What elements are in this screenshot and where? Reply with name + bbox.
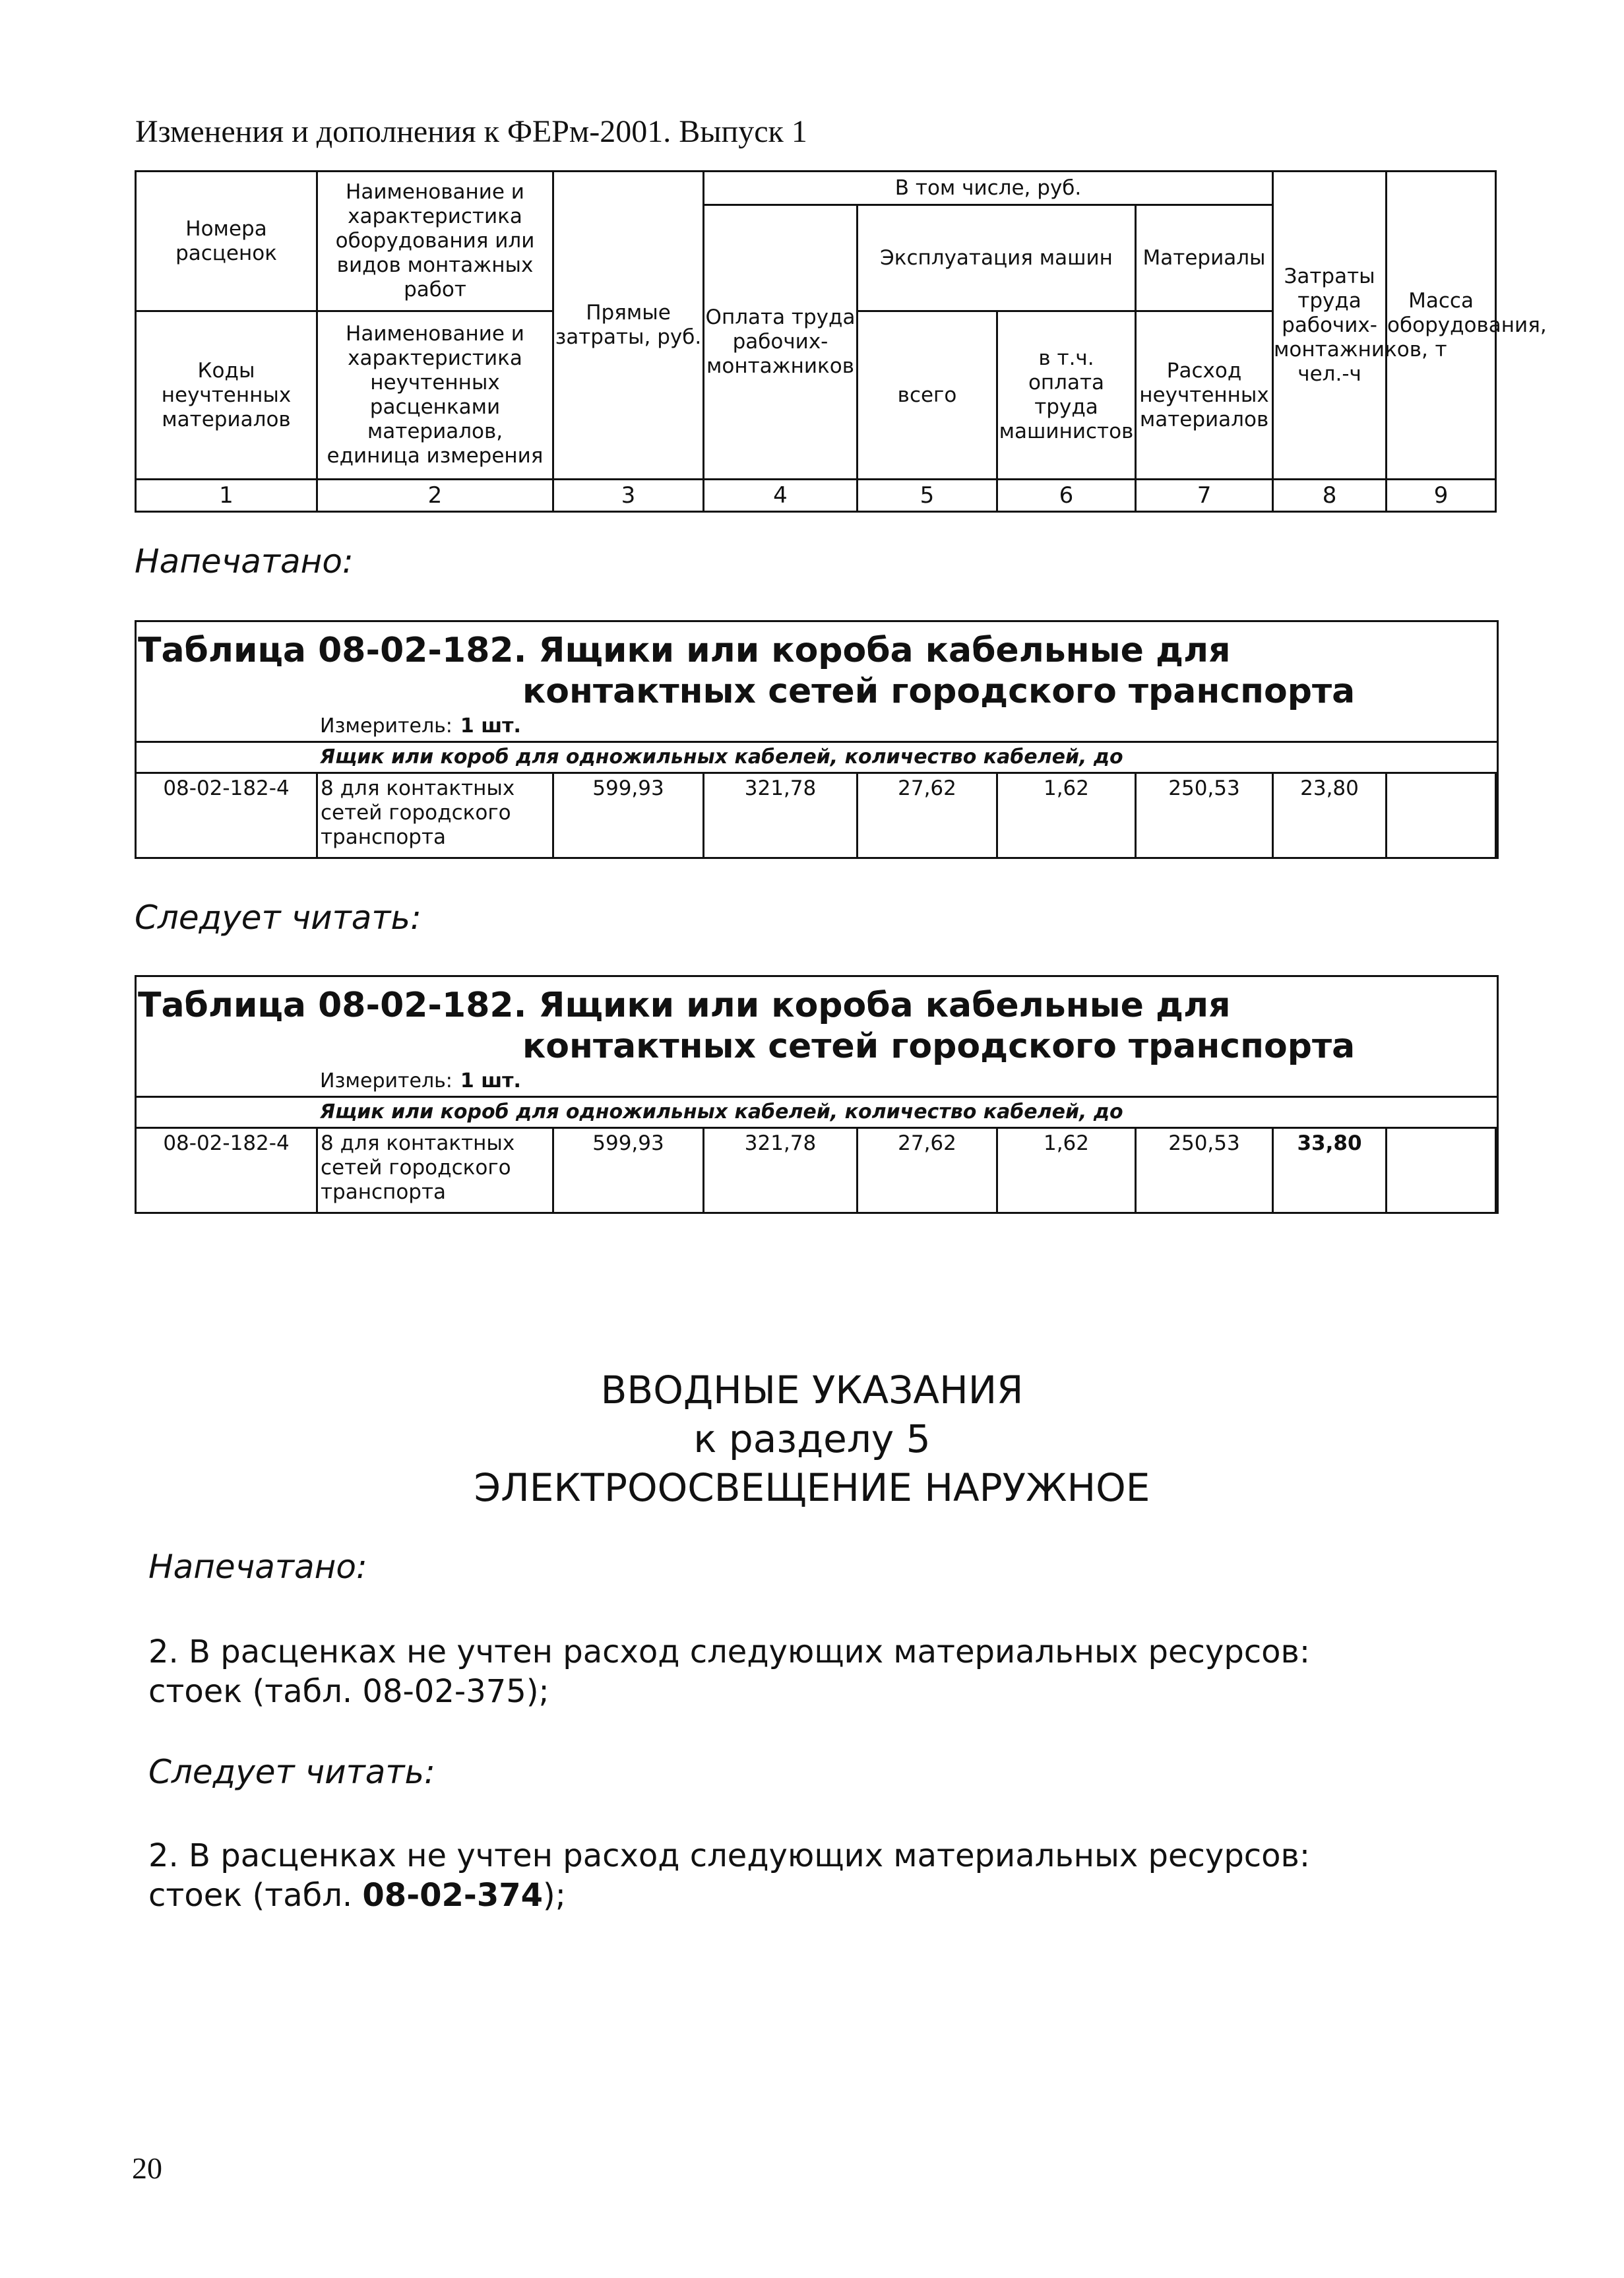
col-number: 6 — [997, 480, 1136, 512]
corrected-data-table — [135, 1127, 1497, 1214]
printed-table-title-1: Таблица 08-02-182. Ящики или короба кабельные для — [138, 631, 1231, 670]
rate-code: 08-02-182-4 — [136, 773, 317, 858]
col-header-labor-costs: Затраты труда рабочих-монтажников, чел.-ч — [1273, 172, 1387, 480]
measure-value: 1 шт. — [460, 714, 521, 738]
column-header-table — [135, 170, 1547, 513]
intro-corrected-line-1: 2. В расценках не учтен расход следующих материальных ресурсов: — [148, 1837, 1310, 1874]
col-number: 5 — [858, 480, 997, 512]
rate-code: 08-02-182-4 — [136, 1128, 317, 1213]
printed-label: Напечатано: — [135, 542, 354, 581]
corrected-table-title-2: контактных сетей городского транспорта — [522, 1027, 1356, 1066]
equipment-mass — [1387, 773, 1496, 858]
machines-total: 27,62 — [858, 1128, 997, 1213]
material-usage: 250,53 — [1136, 773, 1273, 858]
col-number: 8 — [1273, 480, 1387, 512]
corrected-table-title-1: Таблица 08-02-182. Ящики или короба кабельные для — [138, 986, 1231, 1025]
labor-costs: 33,80 — [1273, 1128, 1387, 1213]
measure-label: Измеритель: — [320, 714, 453, 738]
machinist-wages: 1,62 — [997, 1128, 1136, 1213]
page-header: Изменения и дополнения к ФЕРм-2001. Выпуск 1 — [135, 114, 807, 149]
intro-heading-1: ВВОДНЫЕ УКАЗАНИЯ — [600, 1368, 1024, 1412]
col-header-material-names: Наименование и характеристика неучтенных расценками материалов, единица измерения — [317, 311, 553, 480]
col-header-material-codes: Коды неучтенных материалов — [136, 311, 317, 480]
worker-wages: 321,78 — [704, 773, 858, 858]
col-header-machines-total: всего — [858, 311, 997, 480]
col-number: 4 — [704, 480, 858, 512]
direct-costs: 599,93 — [553, 1128, 704, 1213]
col-header-direct-costs: Прямые затраты, руб. — [553, 172, 704, 480]
direct-costs: 599,93 — [553, 773, 704, 858]
corrected-group-heading: Ящик или короб для одножильных кабелей, количество кабелей, до — [137, 1096, 1497, 1127]
printed-group-heading: Ящик или короб для одножильных кабелей, количество кабелей, до — [137, 741, 1497, 772]
rate-name: 8 для контактных сетей городского транспорта — [317, 773, 553, 858]
intro-printed-line-1: 2. В расценках не учтен расход следующих материальных ресурсов: — [148, 1633, 1310, 1670]
col-header-materials: Материалы — [1136, 205, 1273, 311]
col-header-machine-operation: Эксплуатация машин — [858, 205, 1136, 311]
worker-wages: 321,78 — [704, 1128, 858, 1213]
col-number: 2 — [317, 480, 553, 512]
measure-value: 1 шт. — [460, 1069, 521, 1092]
col-number: 1 — [136, 480, 317, 512]
material-usage: 250,53 — [1136, 1128, 1273, 1213]
labor-costs: 23,80 — [1273, 773, 1387, 858]
text-suffix: ); — [543, 1877, 566, 1914]
printed-data-table — [135, 772, 1497, 859]
intro-heading-3: ЭЛЕКТРООСВЕЩЕНИЕ НАРУЖНОЕ — [474, 1465, 1150, 1510]
col-number: 3 — [553, 480, 704, 512]
corrected-table-block — [135, 975, 1499, 1214]
col-header-including: В том числе, руб. — [704, 172, 1273, 205]
printed-table-title-2: контактных сетей городского транспорта — [522, 672, 1356, 711]
intro-heading-2: к разделу 5 — [693, 1416, 931, 1461]
col-header-machinist-wages: в т.ч. оплата труда машинистов — [997, 311, 1136, 480]
table-reference: 08-02-374 — [362, 1877, 544, 1914]
col-header-material-usage: Расход неучтенных материалов — [1136, 311, 1273, 480]
machines-total: 27,62 — [858, 773, 997, 858]
printed-table-block — [135, 620, 1499, 859]
col-number: 9 — [1387, 480, 1496, 512]
intro-corrected-line-2 — [148, 1876, 566, 1915]
page-number: 20 — [132, 2151, 162, 2185]
rate-name: 8 для контактных сетей городского транспорта — [317, 1128, 553, 1213]
table-row — [136, 773, 1496, 858]
col-header-work-name: Наименование и характеристика оборудования или видов монтажных работ — [317, 172, 553, 311]
machinist-wages: 1,62 — [997, 773, 1136, 858]
col-number: 7 — [1136, 480, 1273, 512]
col-header-rate-numbers: Номера расценок — [136, 172, 317, 311]
col-header-equipment-mass: Масса оборудования, т — [1387, 172, 1496, 480]
text-prefix: стоек (табл. — [148, 1877, 363, 1914]
corrected-label: Следует читать: — [135, 899, 422, 937]
equipment-mass — [1387, 1128, 1496, 1213]
corrected-measure — [137, 1067, 1497, 1096]
table-row — [136, 1128, 1496, 1213]
intro-corrected-label: Следует читать: — [148, 1753, 435, 1791]
intro-printed-label: Напечатано: — [148, 1548, 367, 1586]
intro-printed-line-2: стоек (табл. 08-02-375); — [148, 1673, 549, 1710]
measure-label: Измеритель: — [320, 1069, 453, 1092]
printed-measure — [137, 712, 1497, 741]
col-header-worker-wages: Оплата труда рабочих-монтажников — [704, 205, 858, 480]
